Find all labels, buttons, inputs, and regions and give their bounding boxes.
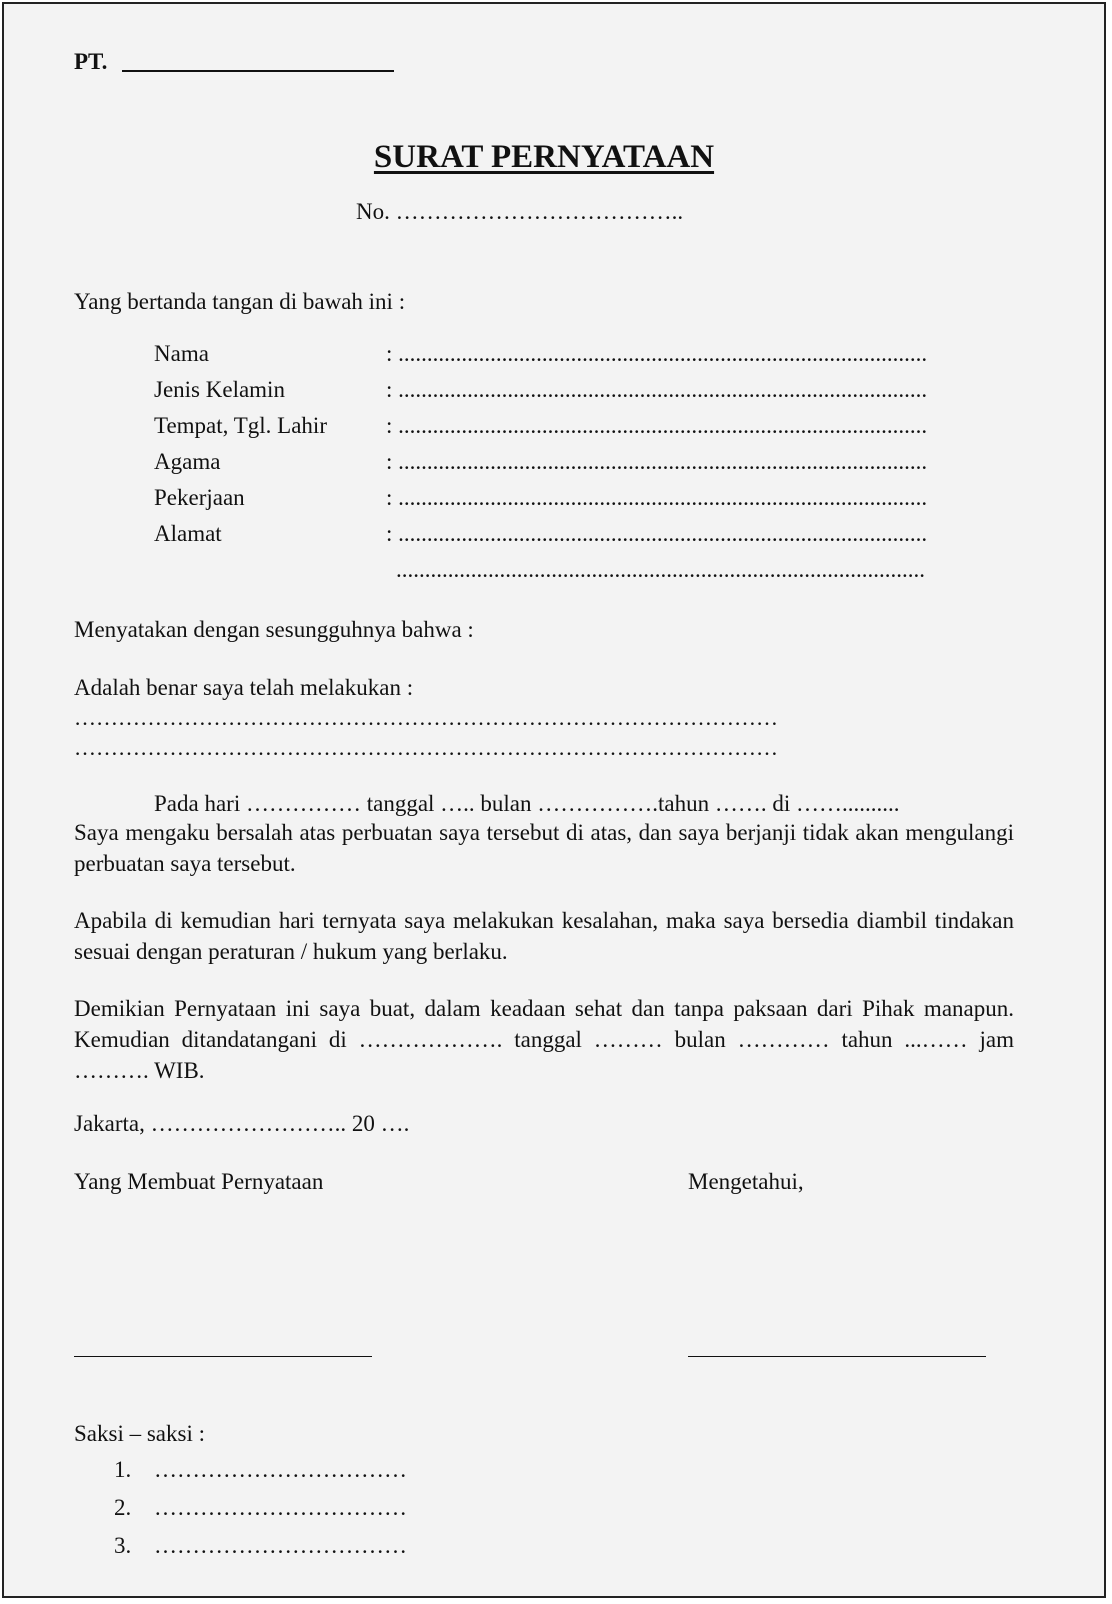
signature-label-maker: Yang Membuat Pernyataan <box>74 1169 324 1194</box>
field-label-nama: Nama <box>154 341 209 366</box>
done-blank-line: …………………………………………………………………………………… <box>74 705 778 730</box>
signature-line-acknowledger <box>688 1356 986 1357</box>
confession-paragraph <box>74 817 1014 879</box>
document-number: No. ……………………………….. <box>356 199 684 224</box>
closing-paragraph <box>74 993 1014 1086</box>
witness-number: 3. <box>114 1533 132 1558</box>
field-label-tempat-tgl-lahir: Tempat, Tgl. Lahir <box>154 413 327 438</box>
witness-blank-line: …………………………… <box>154 1533 407 1558</box>
done-intro-text: Adalah benar saya telah melakukan : <box>74 675 414 700</box>
company-prefix: PT. <box>74 49 108 74</box>
declaration-text: Menyatakan dengan sesungguhnya bahwa : <box>74 617 474 642</box>
field-label-jenis-kelamin: Jenis Kelamin <box>154 377 285 402</box>
document-title: SURAT PERNYATAAN <box>373 139 715 175</box>
document-page <box>2 2 1106 1598</box>
date-line: Pada hari …………… tanggal ….. bulan …………….tahun ……. di …….......... <box>154 791 900 816</box>
done-blank-line: …………………………………………………………………………………… <box>74 735 778 760</box>
field-value-nama: : ............................................................................................ <box>386 341 928 366</box>
witness-blank-line: …………………………… <box>154 1495 407 1520</box>
intro-text: Yang bertanda tangan di bawah ini : <box>74 289 406 314</box>
witnesses-title: Saksi – saksi : <box>74 1421 205 1446</box>
witness-number: 2. <box>114 1495 132 1520</box>
signature-line-maker <box>74 1356 372 1357</box>
field-label-pekerjaan: Pekerjaan <box>154 485 245 510</box>
field-value-jenis-kelamin: : ............................................................................................ <box>386 377 928 402</box>
field-value-alamat: : ............................................................................................ <box>386 521 928 546</box>
company-name-blank-line <box>122 70 394 72</box>
witness-blank-line: …………………………… <box>154 1457 407 1482</box>
consequence-paragraph <box>74 905 1014 967</box>
confession-text: Saya mengaku bersalah atas perbuatan saya tersebut di atas, dan saya berjanji tidak akan mengulangi perbuatan saya tersebut. <box>74 820 1014 876</box>
field-label-alamat: Alamat <box>154 521 222 546</box>
closing-text: Demikian Pernyataan ini saya buat, dalam keadaan sehat dan tanpa paksaan dari Pihak manapun. Kemudian ditandatangani di ………………. tanggal ……… bulan ………… tahun ...…… jam ………. WIB. <box>74 996 1014 1083</box>
field-value-agama: : ............................................................................................ <box>386 449 928 474</box>
field-value-tempat-tgl-lahir: : ............................................................................................ <box>386 413 928 438</box>
field-value-pekerjaan: : ............................................................................................ <box>386 485 928 510</box>
witness-number: 1. <box>114 1457 132 1482</box>
field-label-agama: Agama <box>154 449 221 474</box>
field-value-alamat-continuation: ............................................................................................ <box>396 557 925 582</box>
signature-label-acknowledger: Mengetahui, <box>688 1169 804 1194</box>
place-date: Jakarta, …………………….. 20 …. <box>74 1111 410 1136</box>
consequence-text: Apabila di kemudian hari ternyata saya melakukan kesalahan, maka saya bersedia diambil tindakan sesuai dengan peraturan / hukum yang berlaku. <box>74 908 1014 964</box>
